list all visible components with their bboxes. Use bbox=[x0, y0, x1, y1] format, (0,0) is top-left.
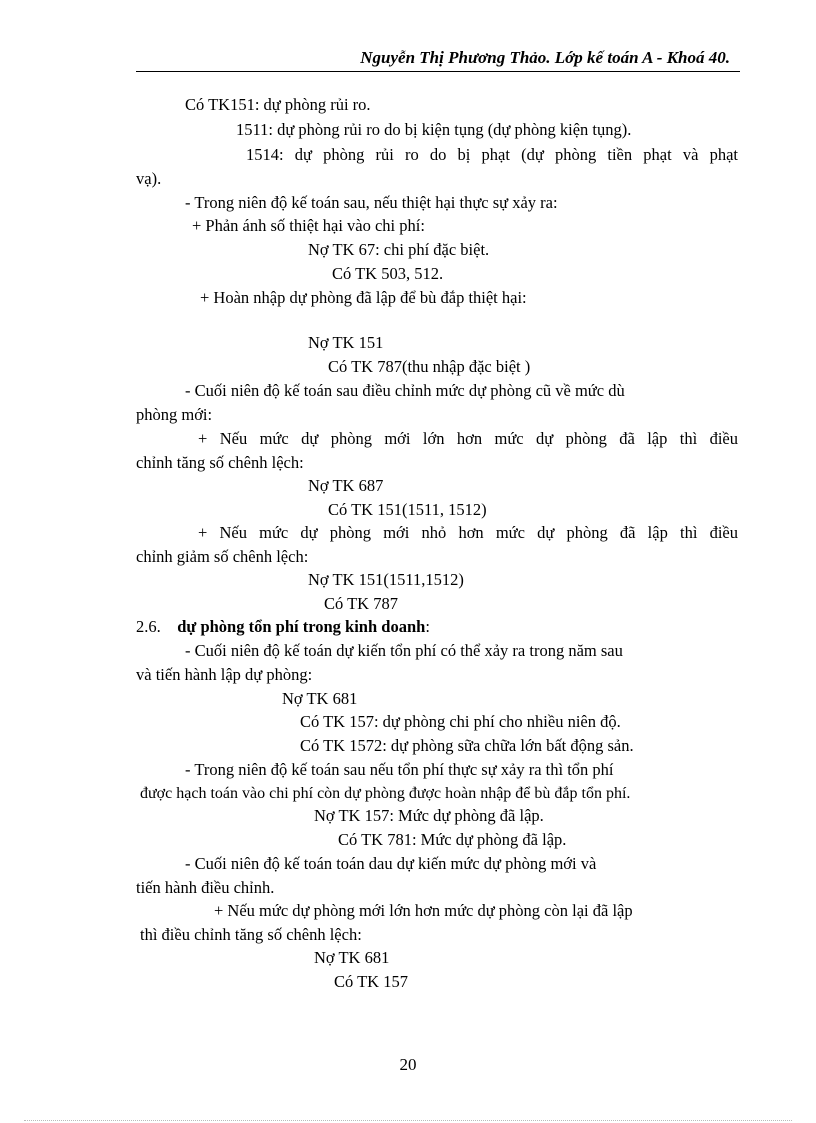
text-line: - Cuối niên độ kế toán toán dau dự kiến mức dự phòng mới và bbox=[185, 854, 597, 873]
page-header: Nguyễn Thị Phương Thảo. Lớp kế toán A - Khoá 40. bbox=[360, 48, 730, 67]
text-line: Nợ TK 681 bbox=[282, 689, 358, 708]
text-line: Có TK151: dự phòng rủi ro. bbox=[185, 95, 371, 114]
text-line: Có TK 787 bbox=[324, 594, 398, 613]
text-line: + Hoàn nhập dự phòng đã lập để bù đắp thiệt hại: bbox=[200, 288, 527, 307]
text-line: 1514: dự phòng rủi ro do bị phạt (dự phòng tiền phạt và phạt bbox=[246, 145, 738, 164]
text-line: Nợ TK 681 bbox=[314, 948, 390, 967]
text-line: tiến hành điều chỉnh. bbox=[136, 878, 275, 897]
text-line: + Nếu mức dự phòng mới nhỏ hơn mức dự phòng đã lập thì điều bbox=[198, 523, 738, 542]
text-line: Nợ TK 687 bbox=[308, 476, 384, 495]
section-number: 2.6. bbox=[136, 617, 161, 636]
text-line: vạ). bbox=[136, 169, 162, 188]
text-line: Nợ TK 67: chi phí đặc biệt. bbox=[308, 240, 490, 259]
text-line: và tiến hành lập dự phòng: bbox=[136, 665, 313, 684]
text-line: - Cuối niên độ kế toán dự kiến tổn phí có thể xảy ra trong năm sau bbox=[185, 641, 623, 660]
text-line: 1511: dự phòng rủi ro do bị kiện tụng (dự phòng kiện tụng). bbox=[236, 120, 632, 139]
section-colon: : bbox=[425, 617, 430, 636]
text-line: Có TK 787(thu nhập đặc biệt ) bbox=[328, 357, 531, 376]
text-line: Nợ TK 151 bbox=[308, 333, 384, 352]
text-line: - Trong niên độ kế toán sau nếu tổn phí thực sự xảy ra thì tổn phí bbox=[185, 760, 614, 779]
page-number: 20 bbox=[399, 1055, 417, 1074]
header-rule bbox=[136, 71, 740, 72]
text-line: + Nếu mức dự phòng mới lớn hơn mức dự phòng đã lập thì điều bbox=[198, 429, 738, 448]
text-line: Có TK 503, 512. bbox=[332, 264, 444, 283]
text-line: + Nếu mức dự phòng mới lớn hơn mức dự phòng còn lại đã lập bbox=[214, 901, 633, 920]
text-line: Nợ TK 157: Mức dự phòng đã lập. bbox=[314, 806, 544, 825]
text-line: Có TK 151(1511, 1512) bbox=[328, 500, 487, 519]
text-line: Có TK 157: dự phòng chi phí cho nhiều niên độ. bbox=[300, 712, 621, 731]
section-heading bbox=[136, 617, 430, 637]
text-line: Nợ TK 151(1511,1512) bbox=[308, 570, 464, 589]
text-line: phòng mới: bbox=[136, 405, 213, 424]
text-line: Có TK 1572: dự phòng sữa chữa lớn bất động sản. bbox=[300, 736, 634, 755]
text-line: chỉnh tăng số chênh lệch: bbox=[136, 453, 304, 472]
text-line: Có TK 157 bbox=[334, 972, 408, 991]
text-line: chỉnh giảm số chênh lệch: bbox=[136, 547, 309, 566]
text-line: - Trong niên độ kế toán sau, nếu thiệt hại thực sự xảy ra: bbox=[185, 193, 558, 212]
text-line: - Cuối niên độ kế toán sau điều chỉnh mức dự phòng cũ về mức dù bbox=[185, 381, 625, 400]
page-bottom-edge bbox=[24, 1120, 792, 1121]
text-line: được hạch toán vào chi phí còn dự phòng được hoàn nhập để bù đắp tổn phí. bbox=[140, 785, 631, 802]
text-line: Có TK 781: Mức dự phòng đã lập. bbox=[338, 830, 567, 849]
text-line: thì điều chỉnh tăng số chênh lệch: bbox=[140, 925, 362, 944]
section-title: dự phòng tổn phí trong kinh doanh bbox=[177, 617, 426, 636]
text-line: + Phản ánh số thiệt hại vào chi phí: bbox=[192, 216, 425, 235]
